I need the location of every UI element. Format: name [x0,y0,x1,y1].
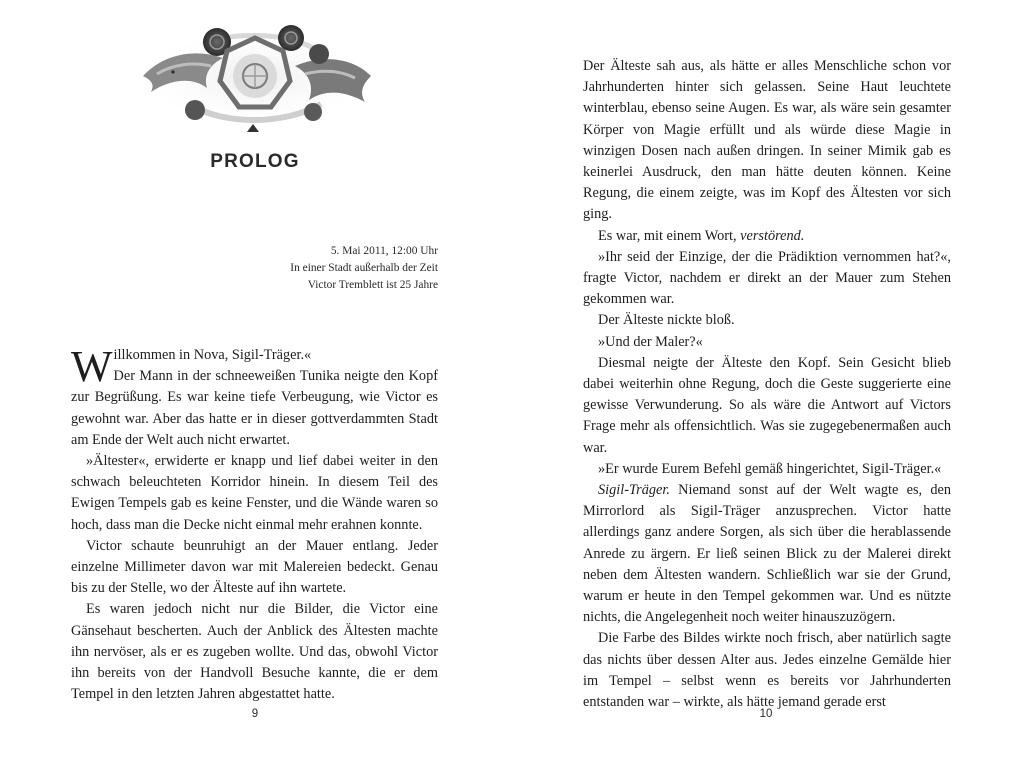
paragraph-r7: »Er wurde Eurem Befehl gemäß hingerichtet, Sigil-Träger.« [598,460,942,477]
paragraph-r4: Der Älteste nickte bloß. [598,312,735,329]
paragraph-r8 [583,480,951,628]
paragraph-r2 [583,226,951,247]
right-page [510,0,1020,775]
paragraph-r2-emphasis: verstörend. [740,227,805,244]
paragraph-r3: »Ihr seid der Einzige, der die Prädiktion vernommen hat?«, fragte Victor, nachdem er direkt an der Mauer zum Stehen gekommen war. [583,248,951,308]
meta-place: In einer Stadt außerhalb der Zeit [290,262,438,274]
page-number-left: 9 [251,708,259,720]
meta-date: 5. Mai 2011, 12:00 Uhr [330,245,438,257]
left-body-text [71,342,438,705]
paragraph-r5: »Und der Maler?« [598,333,703,350]
chapter-emblem-illustration [133,14,378,136]
paragraph-r8-text: Niemand sonst auf der Welt wagte es, den Mirrorlord als Sigil-Träger anzusprechen. Victor hatte allerdings ganz andere Sorgen, als sich über die herablassende Anrede zu ärgern. Er ließ seinen Blick zu der Malerei direkt neben dem Ältesten wandern. Schließlich war sie der Grund, warum er heute in den Tempel gekommen war. Und es nützte nichts, die Angelegenheit noch weiter hinauszuzögern. [583,482,951,626]
opening-line: illkommen in Nova, Sigil-Träger.« [113,347,312,363]
right-body-text [583,56,951,713]
chapter-metadata [290,243,438,294]
paragraph-r9: Die Farbe des Bildes wirkte noch frisch, aber natürlich sagte das nichts über dessen Alter aus. Jedes einzelne Gemälde hier im Tempel – selbst wenn es bereits vor Jahrhunderten entstanden war – wirkte, als hätte jemand gerade erst [583,630,951,711]
paragraph-3: Victor schaute beunruhigt an der Mauer entlang. Jeder einzelne Millimeter davon war mit Malereien bedeckt. Genau bis zu der Stelle, wo der Älteste auf ihn wartete. [71,537,438,597]
drop-cap: W [71,342,113,391]
paragraph-1 [71,342,438,451]
paragraph-2: »Ältester«, erwiderte er knapp und lief dabei weiter in den schwach beleuchteten Korridor hinein. In diesem Teil des Ewigen Tempels gab es keine Fenster, und die Wände waren so hoch, dass man die Decke nicht einmal mehr erahnen konnte. [71,453,438,533]
paragraph-r2-text: Es war, mit einem Wort, [598,227,741,244]
meta-age: Victor Tremblett ist 25 Jahre [307,279,438,291]
paragraph-r8-emphasis: Sigil-Träger. [598,482,670,499]
paragraph-1-rest: Der Mann in der schneeweißen Tunika neigte den Kopf zur Begrüßung. Es war keine tiefe Verbeugung, wie Victor es gewohnt war. Aber das hatte er in dieser gottverdammten Stadt am Ende der Welt auch nicht erwartet. [71,368,438,448]
page-number-right: 10 [759,708,773,720]
chapter-title: PROLOG [210,151,300,172]
paragraph-4: Es waren jedoch nicht nur die Bilder, die Victor eine Gänsehaut bescherten. Auch der Anblick des Ältesten machte ihn nervöser, als er es zugeben wollte. Und das, obwohl Victor ihn bereits von der Handvoll Besuche kannte, die er dem Tempel in den letzten Jahren abgestattet hatte. [71,601,438,703]
paragraph-r6: Diesmal neigte der Älteste den Kopf. Sein Gesicht blieb dabei weiterhin ohne Regung, doch die Geste suggerierte eine gewisse Verwunderung. So als wäre die Antwort auf Victors Frage mehr als offensichtlich. Was sie zugegebenermaßen auch war. [583,354,951,456]
paragraph-r1: Der Älteste sah aus, als hätte er alles Menschliche schon vor Jahrhunderten hinter sich gelassen. Seine Haut leuchtete winterblau, ebenso seine Augen. Es war, als wäre sein gesamter Körper von Magie erfüllt und als würde diese Magie in winzigen Dosen nach außen dringen. In seiner Mimik gab es keinerlei Ausdruck, den man hätte deuten können. Keine Regung, die einem zeigte, was im Kopf des Ältesten vor sich ging. [583,58,951,223]
